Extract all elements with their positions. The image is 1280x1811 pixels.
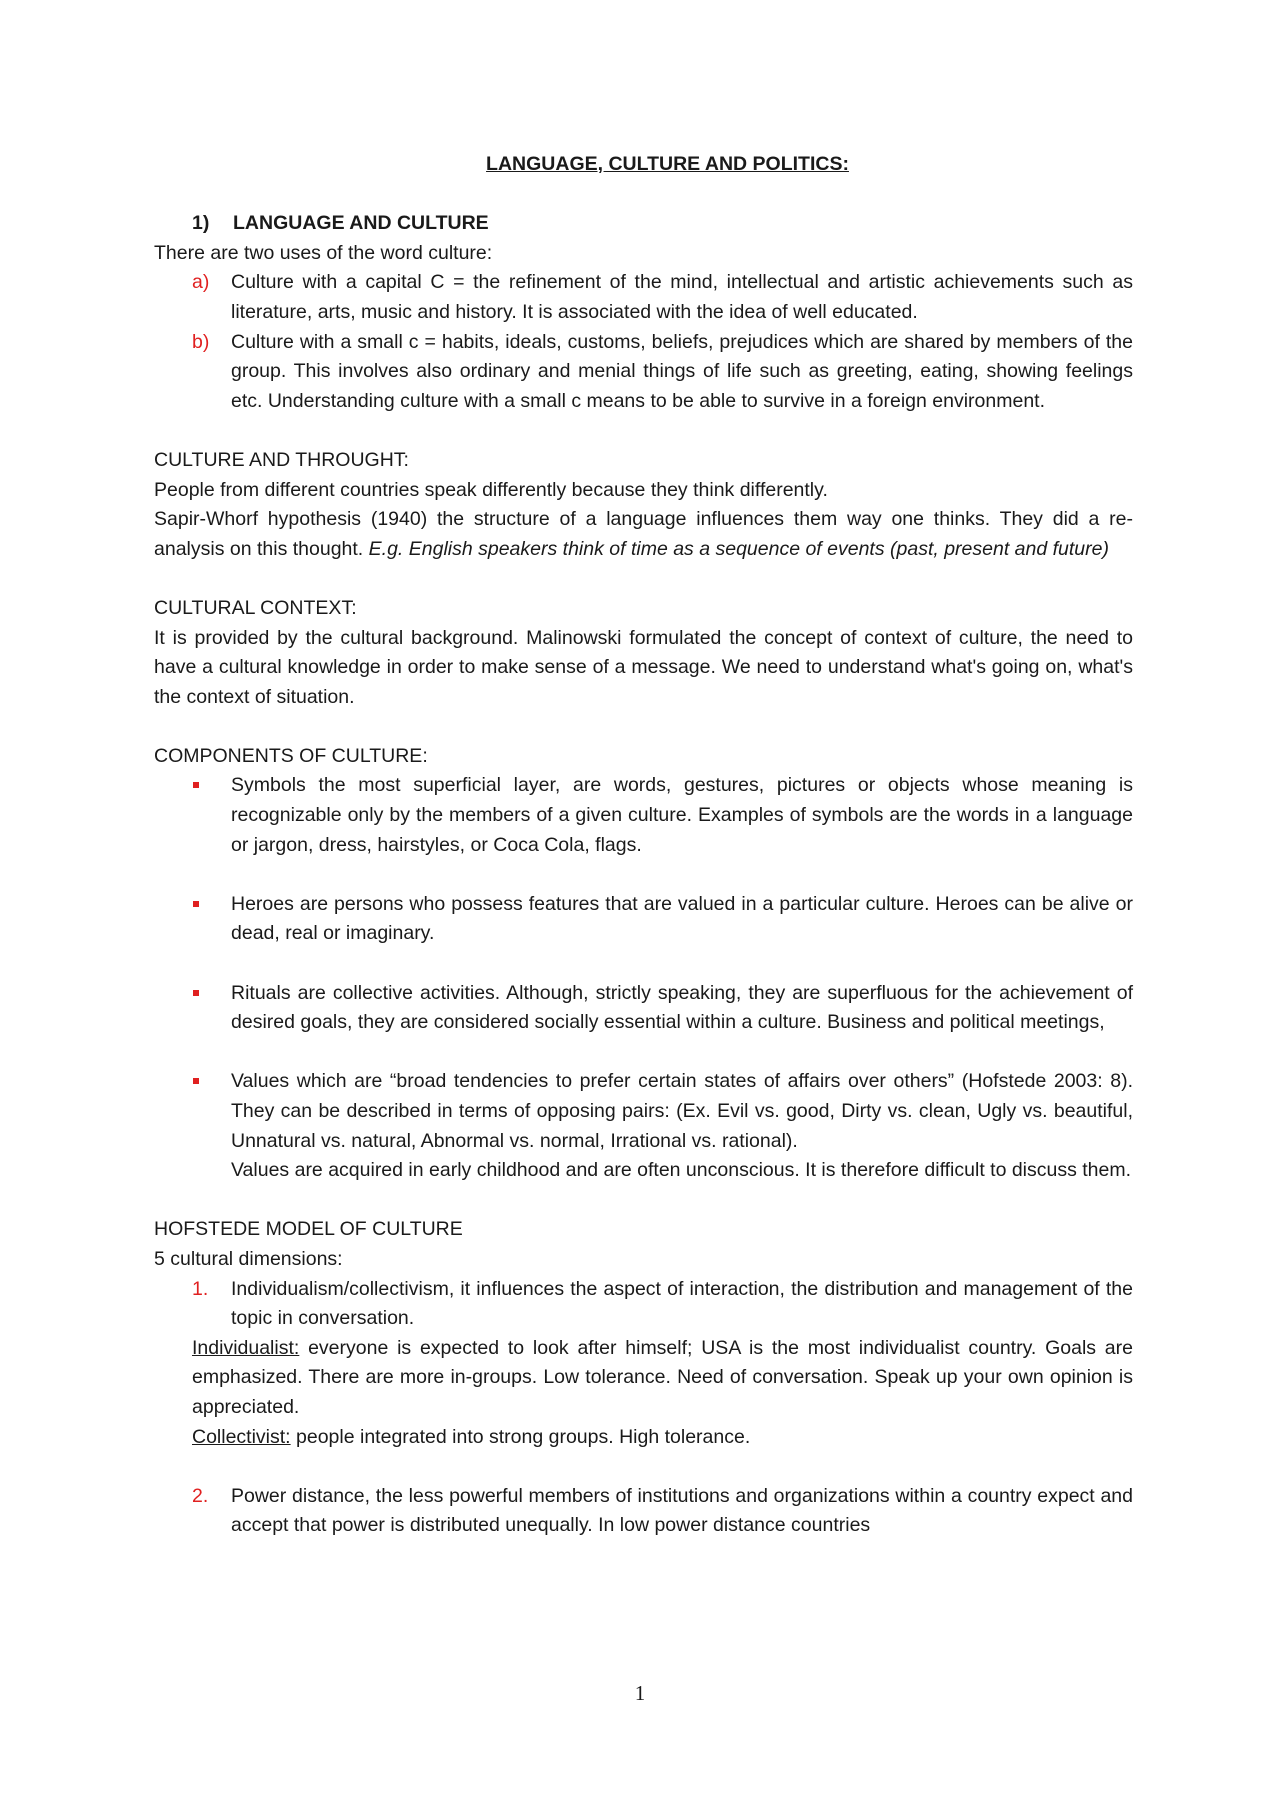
individualist-paragraph	[154, 1334, 1133, 1423]
list-item-text: Power distance, the less powerful members of institutions and organizations within a country expect and accept that power is distributed unequally. In low power distance countries	[231, 1484, 1133, 1537]
thought-heading: CULTURE AND THROUGHT:	[154, 448, 409, 471]
collectivist-text: people integrated into strong groups. High tolerance.	[290, 1425, 751, 1448]
section-heading-text: LANGUAGE AND CULTURE	[233, 212, 489, 235]
list-item-text: Culture with a capital C = the refinement of the mind, intellectual and artistic achievements such as literature, arts, music and history. It is associated with the idea of well educated.	[231, 271, 1133, 323]
list-marker: 2.	[192, 1484, 209, 1507]
context-heading: CULTURAL CONTEXT:	[154, 596, 357, 619]
list-marker: 1.	[192, 1277, 209, 1300]
components-heading: COMPONENTS OF CULTURE:	[154, 744, 428, 767]
dimension-item-power-distance	[154, 1482, 1133, 1541]
page-title: LANGUAGE, CULTURE AND POLITICS:	[486, 153, 849, 175]
context-paragraph: It is provided by the cultural background. Malinowski formulated the concept of context of culture, the need to have a cultural knowledge in order to make sense of a message. We need to understand what's going on, what's the context of situation.	[154, 626, 1133, 708]
component-item-values	[154, 1067, 1133, 1185]
list-marker: a)	[192, 271, 210, 294]
culture-use-item	[154, 328, 1133, 417]
individualist-text: everyone is expected to look after himself; USA is the most individualist country. Goals are emphasized. There are more in-groups. Low tolerance. Need of conversation. Speak up your own opinion is appreciated.	[192, 1336, 1133, 1418]
square-bullet-icon	[193, 901, 199, 907]
dimension-item-individualism	[154, 1275, 1133, 1334]
section-heading-language-culture	[154, 209, 1133, 239]
thought-paragraph-2	[154, 505, 1133, 564]
list-item-text: Heroes are persons who possess features that are valued in a particular culture. Heroes can be alive or dead, real or imaginary.	[231, 892, 1133, 945]
square-bullet-icon	[193, 990, 199, 996]
list-item-text: Individualism/collectivism, it influences the aspect of interaction, the distribution and management of the topic in conversation.	[231, 1277, 1133, 1330]
collectivist-paragraph	[154, 1423, 1133, 1453]
thought-example: E.g. English speakers think of time as a sequence of events (past, present and future)	[368, 537, 1109, 560]
intro-paragraph: There are two uses of the word culture:	[154, 241, 493, 264]
list-item-text: Symbols the most superficial layer, are words, gestures, pictures or objects whose meaning is recognizable only by the members of a given culture. Examples of symbols are the words in a language or jargon, dress, hairstyles, or Coca Cola, flags.	[231, 774, 1133, 856]
square-bullet-icon	[193, 782, 199, 788]
collectivist-label: Collectivist:	[192, 1425, 291, 1448]
list-item-text: Culture with a small c = habits, ideals, customs, beliefs, prejudices which are shared by members of the group. This involves also ordinary and menial things of life such as greeting, eating, showing feelings etc. Understanding culture with a small c means to be able to survive in a foreign environment.	[231, 330, 1133, 412]
component-item-symbols	[154, 771, 1133, 860]
individualist-label: Individualist:	[192, 1336, 300, 1359]
square-bullet-icon	[193, 1078, 199, 1084]
list-item-text: Values which are “broad tendencies to prefer certain states of affairs over others” (Hofstede 2003: 8). They can be described in terms of opposing pairs: (Ex. Evil vs. good, Dirty vs. clean, Ugly vs. beautiful, Unnatural vs. natural, Abnormal vs. normal, Irrational vs. rational).	[231, 1070, 1133, 1152]
section-number: 1)	[192, 212, 210, 235]
hofstede-heading: HOFSTEDE MODEL OF CULTURE	[154, 1218, 463, 1241]
component-item-rituals	[154, 979, 1133, 1038]
list-item-text: Rituals are collective activities. Although, strictly speaking, they are superfluous for the achievement of desired goals, they are considered socially essential within a culture. Business and political meetings,	[231, 981, 1133, 1034]
thought-paragraph-1: People from different countries speak differently because they think differently.	[154, 478, 828, 501]
hofstede-intro: 5 cultural dimensions:	[154, 1247, 343, 1270]
list-marker: b)	[192, 330, 210, 353]
component-item-heroes	[154, 890, 1133, 949]
page-content	[154, 150, 1133, 1541]
page-number: 1	[634, 1681, 646, 1705]
values-extra-text: Values are acquired in early childhood and are often unconscious. It is therefore difficult to discuss them.	[231, 1159, 1132, 1182]
culture-use-item	[154, 268, 1133, 327]
thought-paragraph-2-text: Sapir-Whorf hypothesis (1940) the structure of a language influences them way one thinks. They did a re-analysis on this thought.	[154, 508, 1133, 560]
